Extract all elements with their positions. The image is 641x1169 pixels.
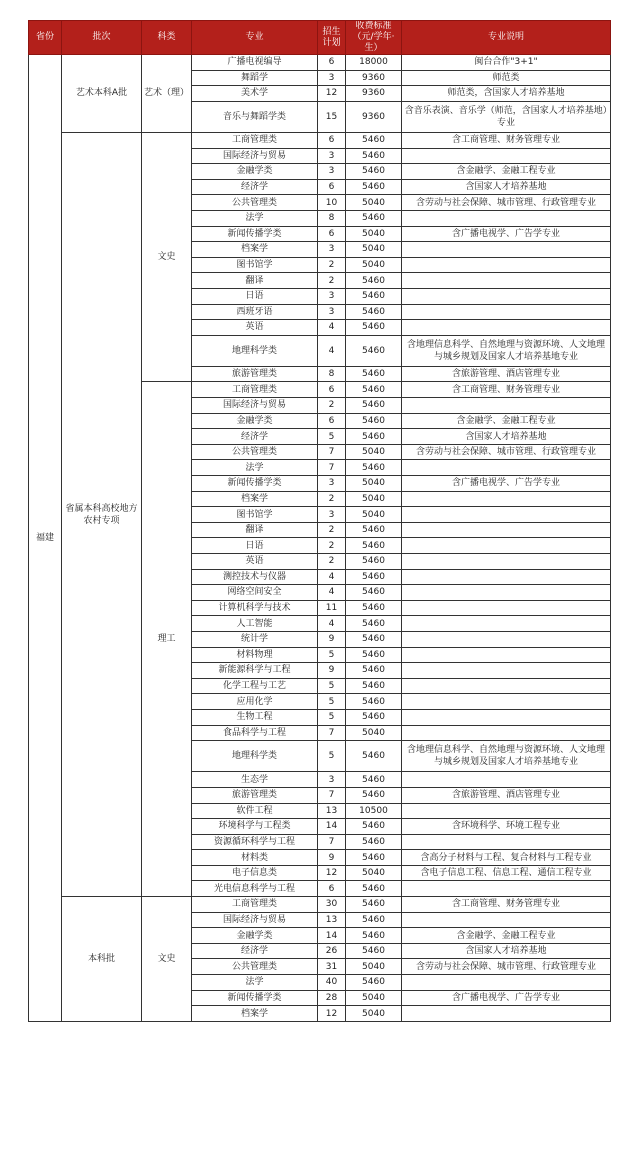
major-cell: 档案学 <box>192 242 318 258</box>
plan-cell: 14 <box>318 928 346 944</box>
header-fee: 收费标准（元/学年·生） <box>346 21 402 55</box>
major-cell: 金融学类 <box>192 928 318 944</box>
fee-cell: 5040 <box>346 990 402 1006</box>
major-cell: 英语 <box>192 320 318 336</box>
desc-cell <box>402 304 611 320</box>
plan-cell: 7 <box>318 787 346 803</box>
plan-cell: 3 <box>318 164 346 180</box>
desc-cell <box>402 585 611 601</box>
desc-cell: 含金融学、金融工程专业 <box>402 413 611 429</box>
desc-cell <box>402 803 611 819</box>
desc-cell: 含旅游管理、酒店管理专业 <box>402 787 611 803</box>
subject-type-cell: 理工 <box>142 382 192 897</box>
fee-cell: 5460 <box>346 943 402 959</box>
major-cell: 翻译 <box>192 273 318 289</box>
fee-cell: 5460 <box>346 663 402 679</box>
major-cell: 日语 <box>192 538 318 554</box>
major-cell: 舞蹈学 <box>192 70 318 86</box>
fee-cell: 5460 <box>346 819 402 835</box>
plan-cell: 4 <box>318 320 346 336</box>
fee-cell: 5040 <box>346 491 402 507</box>
major-cell: 材料物理 <box>192 647 318 663</box>
province-cell: 福建 <box>29 55 62 1022</box>
major-cell: 新闻传播学类 <box>192 226 318 242</box>
fee-cell: 5460 <box>346 709 402 725</box>
desc-cell <box>402 210 611 226</box>
plan-cell: 4 <box>318 616 346 632</box>
desc-cell: 含地理信息科学、自然地理与资源环境、人文地理与城乡规划及国家人才培养基地专业 <box>402 741 611 772</box>
fee-cell: 5460 <box>346 366 402 382</box>
subject-type-cell: 文史 <box>142 897 192 1022</box>
major-cell: 经济学 <box>192 429 318 445</box>
fee-cell: 5460 <box>346 897 402 913</box>
desc-cell <box>402 554 611 570</box>
desc-cell <box>402 616 611 632</box>
plan-cell: 3 <box>318 476 346 492</box>
fee-cell: 5040 <box>346 444 402 460</box>
plan-cell: 10 <box>318 195 346 211</box>
desc-cell <box>402 1006 611 1022</box>
plan-cell: 6 <box>318 55 346 71</box>
plan-cell: 12 <box>318 865 346 881</box>
plan-cell: 9 <box>318 663 346 679</box>
fee-cell: 9360 <box>346 101 402 132</box>
plan-cell: 26 <box>318 943 346 959</box>
fee-cell: 5460 <box>346 569 402 585</box>
plan-cell: 7 <box>318 834 346 850</box>
major-cell: 新能源科学与工程 <box>192 663 318 679</box>
plan-cell: 3 <box>318 304 346 320</box>
major-cell: 公共管理类 <box>192 444 318 460</box>
major-cell: 旅游管理类 <box>192 787 318 803</box>
desc-cell <box>402 288 611 304</box>
plan-cell: 13 <box>318 912 346 928</box>
fee-cell: 9360 <box>346 86 402 102</box>
fee-cell: 5460 <box>346 772 402 788</box>
desc-cell: 师范类，含国家人才培养基地 <box>402 86 611 102</box>
desc-cell <box>402 834 611 850</box>
plan-cell: 3 <box>318 288 346 304</box>
plan-cell: 5 <box>318 647 346 663</box>
plan-cell: 13 <box>318 803 346 819</box>
header-plan: 招生计划 <box>318 21 346 55</box>
major-cell: 地理科学类 <box>192 335 318 366</box>
major-cell: 国际经济与贸易 <box>192 912 318 928</box>
desc-cell <box>402 398 611 414</box>
major-cell: 档案学 <box>192 491 318 507</box>
desc-cell <box>402 507 611 523</box>
header-major: 专业 <box>192 21 318 55</box>
plan-cell: 6 <box>318 132 346 148</box>
major-cell: 图书馆学 <box>192 257 318 273</box>
major-cell: 网络空间安全 <box>192 585 318 601</box>
fee-cell: 5460 <box>346 694 402 710</box>
major-cell: 广播电视编导 <box>192 55 318 71</box>
plan-cell: 3 <box>318 148 346 164</box>
major-cell: 国际经济与贸易 <box>192 148 318 164</box>
fee-cell: 5040 <box>346 959 402 975</box>
plan-cell: 3 <box>318 507 346 523</box>
plan-cell: 40 <box>318 975 346 991</box>
major-cell: 日语 <box>192 288 318 304</box>
major-cell: 美术学 <box>192 86 318 102</box>
major-cell: 软件工程 <box>192 803 318 819</box>
fee-cell: 5460 <box>346 741 402 772</box>
desc-cell: 含国家人才培养基地 <box>402 943 611 959</box>
desc-cell <box>402 881 611 897</box>
major-cell: 图书馆学 <box>192 507 318 523</box>
plan-cell: 11 <box>318 600 346 616</box>
fee-cell: 5460 <box>346 554 402 570</box>
plan-cell: 4 <box>318 335 346 366</box>
desc-cell <box>402 912 611 928</box>
plan-cell: 2 <box>318 554 346 570</box>
plan-cell: 8 <box>318 210 346 226</box>
major-cell: 计算机科学与技术 <box>192 600 318 616</box>
desc-cell <box>402 491 611 507</box>
desc-cell: 含广播电视学、广告学专业 <box>402 476 611 492</box>
plan-cell: 2 <box>318 273 346 289</box>
desc-cell: 含工商管理、财务管理专业 <box>402 132 611 148</box>
major-cell: 材料类 <box>192 850 318 866</box>
table-row <box>29 897 611 913</box>
fee-cell: 5460 <box>346 585 402 601</box>
fee-cell: 5460 <box>346 881 402 897</box>
desc-cell: 含广播电视学、广告学专业 <box>402 226 611 242</box>
plan-cell: 4 <box>318 585 346 601</box>
desc-cell <box>402 522 611 538</box>
fee-cell: 10500 <box>346 803 402 819</box>
major-cell: 旅游管理类 <box>192 366 318 382</box>
subject-type-cell: 文史 <box>142 132 192 382</box>
fee-cell: 5460 <box>346 179 402 195</box>
desc-cell <box>402 242 611 258</box>
fee-cell: 5460 <box>346 834 402 850</box>
desc-cell: 含劳动与社会保障、城市管理、行政管理专业 <box>402 444 611 460</box>
fee-cell: 5460 <box>346 335 402 366</box>
batch-cell: 艺术本科A批 <box>62 55 142 133</box>
fee-cell: 5040 <box>346 507 402 523</box>
desc-cell <box>402 148 611 164</box>
fee-cell: 5460 <box>346 928 402 944</box>
header-desc: 专业说明 <box>402 21 611 55</box>
major-cell: 公共管理类 <box>192 195 318 211</box>
plan-cell: 7 <box>318 444 346 460</box>
desc-cell <box>402 569 611 585</box>
desc-cell <box>402 663 611 679</box>
desc-cell <box>402 725 611 741</box>
fee-cell: 5460 <box>346 522 402 538</box>
major-cell: 人工智能 <box>192 616 318 632</box>
plan-cell: 7 <box>318 460 346 476</box>
fee-cell: 5040 <box>346 725 402 741</box>
plan-cell: 2 <box>318 538 346 554</box>
fee-cell: 5460 <box>346 164 402 180</box>
fee-cell: 5460 <box>346 288 402 304</box>
major-cell: 法学 <box>192 460 318 476</box>
fee-cell: 5460 <box>346 912 402 928</box>
plan-cell: 14 <box>318 819 346 835</box>
enrollment-plan-table <box>28 20 611 1022</box>
plan-cell: 12 <box>318 1006 346 1022</box>
desc-cell: 含金融学、金融工程专业 <box>402 164 611 180</box>
plan-cell: 2 <box>318 257 346 273</box>
major-cell: 统计学 <box>192 631 318 647</box>
fee-cell: 5460 <box>346 382 402 398</box>
fee-cell: 5460 <box>346 787 402 803</box>
desc-cell <box>402 320 611 336</box>
plan-cell: 6 <box>318 226 346 242</box>
fee-cell: 5460 <box>346 413 402 429</box>
plan-cell: 2 <box>318 522 346 538</box>
major-cell: 工商管理类 <box>192 382 318 398</box>
plan-cell: 5 <box>318 709 346 725</box>
major-cell: 金融学类 <box>192 164 318 180</box>
plan-cell: 9 <box>318 850 346 866</box>
major-cell: 测控技术与仪器 <box>192 569 318 585</box>
desc-cell: 含地理信息科学、自然地理与资源环境、人文地理与城乡规划及国家人才培养基地专业 <box>402 335 611 366</box>
subject-type-cell: 艺术（理） <box>142 55 192 133</box>
fee-cell: 5460 <box>346 616 402 632</box>
enrollment-table-container <box>28 20 611 1022</box>
plan-cell: 4 <box>318 569 346 585</box>
fee-cell: 5040 <box>346 242 402 258</box>
desc-cell: 师范类 <box>402 70 611 86</box>
plan-cell: 6 <box>318 382 346 398</box>
fee-cell: 5040 <box>346 226 402 242</box>
table-row <box>29 55 611 71</box>
desc-cell: 含国家人才培养基地 <box>402 179 611 195</box>
major-cell: 工商管理类 <box>192 132 318 148</box>
major-cell: 地理科学类 <box>192 741 318 772</box>
fee-cell: 5460 <box>346 631 402 647</box>
major-cell: 公共管理类 <box>192 959 318 975</box>
fee-cell: 5460 <box>346 320 402 336</box>
desc-cell: 含旅游管理、酒店管理专业 <box>402 366 611 382</box>
header-province: 省份 <box>29 21 62 55</box>
desc-cell <box>402 772 611 788</box>
table-row <box>29 132 611 148</box>
major-cell: 生物工程 <box>192 709 318 725</box>
batch-cell: 省属本科高校地方农村专项 <box>62 132 142 896</box>
desc-cell: 含工商管理、财务管理专业 <box>402 382 611 398</box>
desc-cell: 含工商管理、财务管理专业 <box>402 897 611 913</box>
desc-cell <box>402 538 611 554</box>
major-cell: 资源循环科学与工程 <box>192 834 318 850</box>
major-cell: 法学 <box>192 975 318 991</box>
plan-cell: 6 <box>318 881 346 897</box>
fee-cell: 5460 <box>346 460 402 476</box>
plan-cell: 3 <box>318 242 346 258</box>
plan-cell: 5 <box>318 741 346 772</box>
plan-cell: 3 <box>318 70 346 86</box>
fee-cell: 18000 <box>346 55 402 71</box>
desc-cell: 含广播电视学、广告学专业 <box>402 990 611 1006</box>
fee-cell: 5460 <box>346 132 402 148</box>
plan-cell: 12 <box>318 86 346 102</box>
desc-cell <box>402 694 611 710</box>
plan-cell: 6 <box>318 413 346 429</box>
major-cell: 国际经济与贸易 <box>192 398 318 414</box>
desc-cell: 闽台合作"3+1" <box>402 55 611 71</box>
desc-cell: 含劳动与社会保障、城市管理、行政管理专业 <box>402 195 611 211</box>
fee-cell: 5040 <box>346 476 402 492</box>
plan-cell: 2 <box>318 491 346 507</box>
plan-cell: 9 <box>318 631 346 647</box>
fee-cell: 5460 <box>346 398 402 414</box>
fee-cell: 9360 <box>346 70 402 86</box>
table-body <box>29 55 611 1022</box>
desc-cell <box>402 273 611 289</box>
fee-cell: 5460 <box>346 304 402 320</box>
desc-cell <box>402 709 611 725</box>
plan-cell: 28 <box>318 990 346 1006</box>
desc-cell: 含音乐表演、音乐学（师范，含国家人才培养基地）专业 <box>402 101 611 132</box>
major-cell: 西班牙语 <box>192 304 318 320</box>
desc-cell <box>402 678 611 694</box>
header-subject-type: 科类 <box>142 21 192 55</box>
plan-cell: 15 <box>318 101 346 132</box>
fee-cell: 5460 <box>346 600 402 616</box>
major-cell: 法学 <box>192 210 318 226</box>
desc-cell: 含高分子材料与工程、复合材料与工程专业 <box>402 850 611 866</box>
fee-cell: 5460 <box>346 429 402 445</box>
desc-cell: 含环境科学、环境工程专业 <box>402 819 611 835</box>
desc-cell <box>402 631 611 647</box>
header-batch: 批次 <box>62 21 142 55</box>
fee-cell: 5460 <box>346 975 402 991</box>
major-cell: 翻译 <box>192 522 318 538</box>
desc-cell <box>402 975 611 991</box>
desc-cell <box>402 257 611 273</box>
major-cell: 食品科学与工程 <box>192 725 318 741</box>
desc-cell <box>402 647 611 663</box>
fee-cell: 5460 <box>346 273 402 289</box>
fee-cell: 5460 <box>346 647 402 663</box>
plan-cell: 6 <box>318 179 346 195</box>
desc-cell: 含国家人才培养基地 <box>402 429 611 445</box>
major-cell: 环境科学与工程类 <box>192 819 318 835</box>
fee-cell: 5460 <box>346 678 402 694</box>
desc-cell: 含电子信息工程、信息工程、通信工程专业 <box>402 865 611 881</box>
fee-cell: 5040 <box>346 1006 402 1022</box>
major-cell: 化学工程与工艺 <box>192 678 318 694</box>
plan-cell: 5 <box>318 429 346 445</box>
fee-cell: 5460 <box>346 850 402 866</box>
major-cell: 光电信息科学与工程 <box>192 881 318 897</box>
plan-cell: 2 <box>318 398 346 414</box>
major-cell: 档案学 <box>192 1006 318 1022</box>
header-row <box>29 21 611 55</box>
major-cell: 应用化学 <box>192 694 318 710</box>
desc-cell <box>402 600 611 616</box>
fee-cell: 5040 <box>346 865 402 881</box>
plan-cell: 8 <box>318 366 346 382</box>
desc-cell: 含金融学、金融工程专业 <box>402 928 611 944</box>
desc-cell: 含劳动与社会保障、城市管理、行政管理专业 <box>402 959 611 975</box>
major-cell: 英语 <box>192 554 318 570</box>
fee-cell: 5460 <box>346 148 402 164</box>
fee-cell: 5040 <box>346 195 402 211</box>
batch-cell: 本科批 <box>62 897 142 1022</box>
major-cell: 经济学 <box>192 943 318 959</box>
major-cell: 经济学 <box>192 179 318 195</box>
plan-cell: 31 <box>318 959 346 975</box>
major-cell: 电子信息类 <box>192 865 318 881</box>
plan-cell: 7 <box>318 725 346 741</box>
plan-cell: 5 <box>318 678 346 694</box>
desc-cell <box>402 460 611 476</box>
plan-cell: 5 <box>318 694 346 710</box>
major-cell: 新闻传播学类 <box>192 990 318 1006</box>
major-cell: 音乐与舞蹈学类 <box>192 101 318 132</box>
major-cell: 工商管理类 <box>192 897 318 913</box>
major-cell: 新闻传播学类 <box>192 476 318 492</box>
major-cell: 金融学类 <box>192 413 318 429</box>
fee-cell: 5460 <box>346 538 402 554</box>
plan-cell: 3 <box>318 772 346 788</box>
fee-cell: 5040 <box>346 257 402 273</box>
fee-cell: 5460 <box>346 210 402 226</box>
major-cell: 生态学 <box>192 772 318 788</box>
plan-cell: 30 <box>318 897 346 913</box>
